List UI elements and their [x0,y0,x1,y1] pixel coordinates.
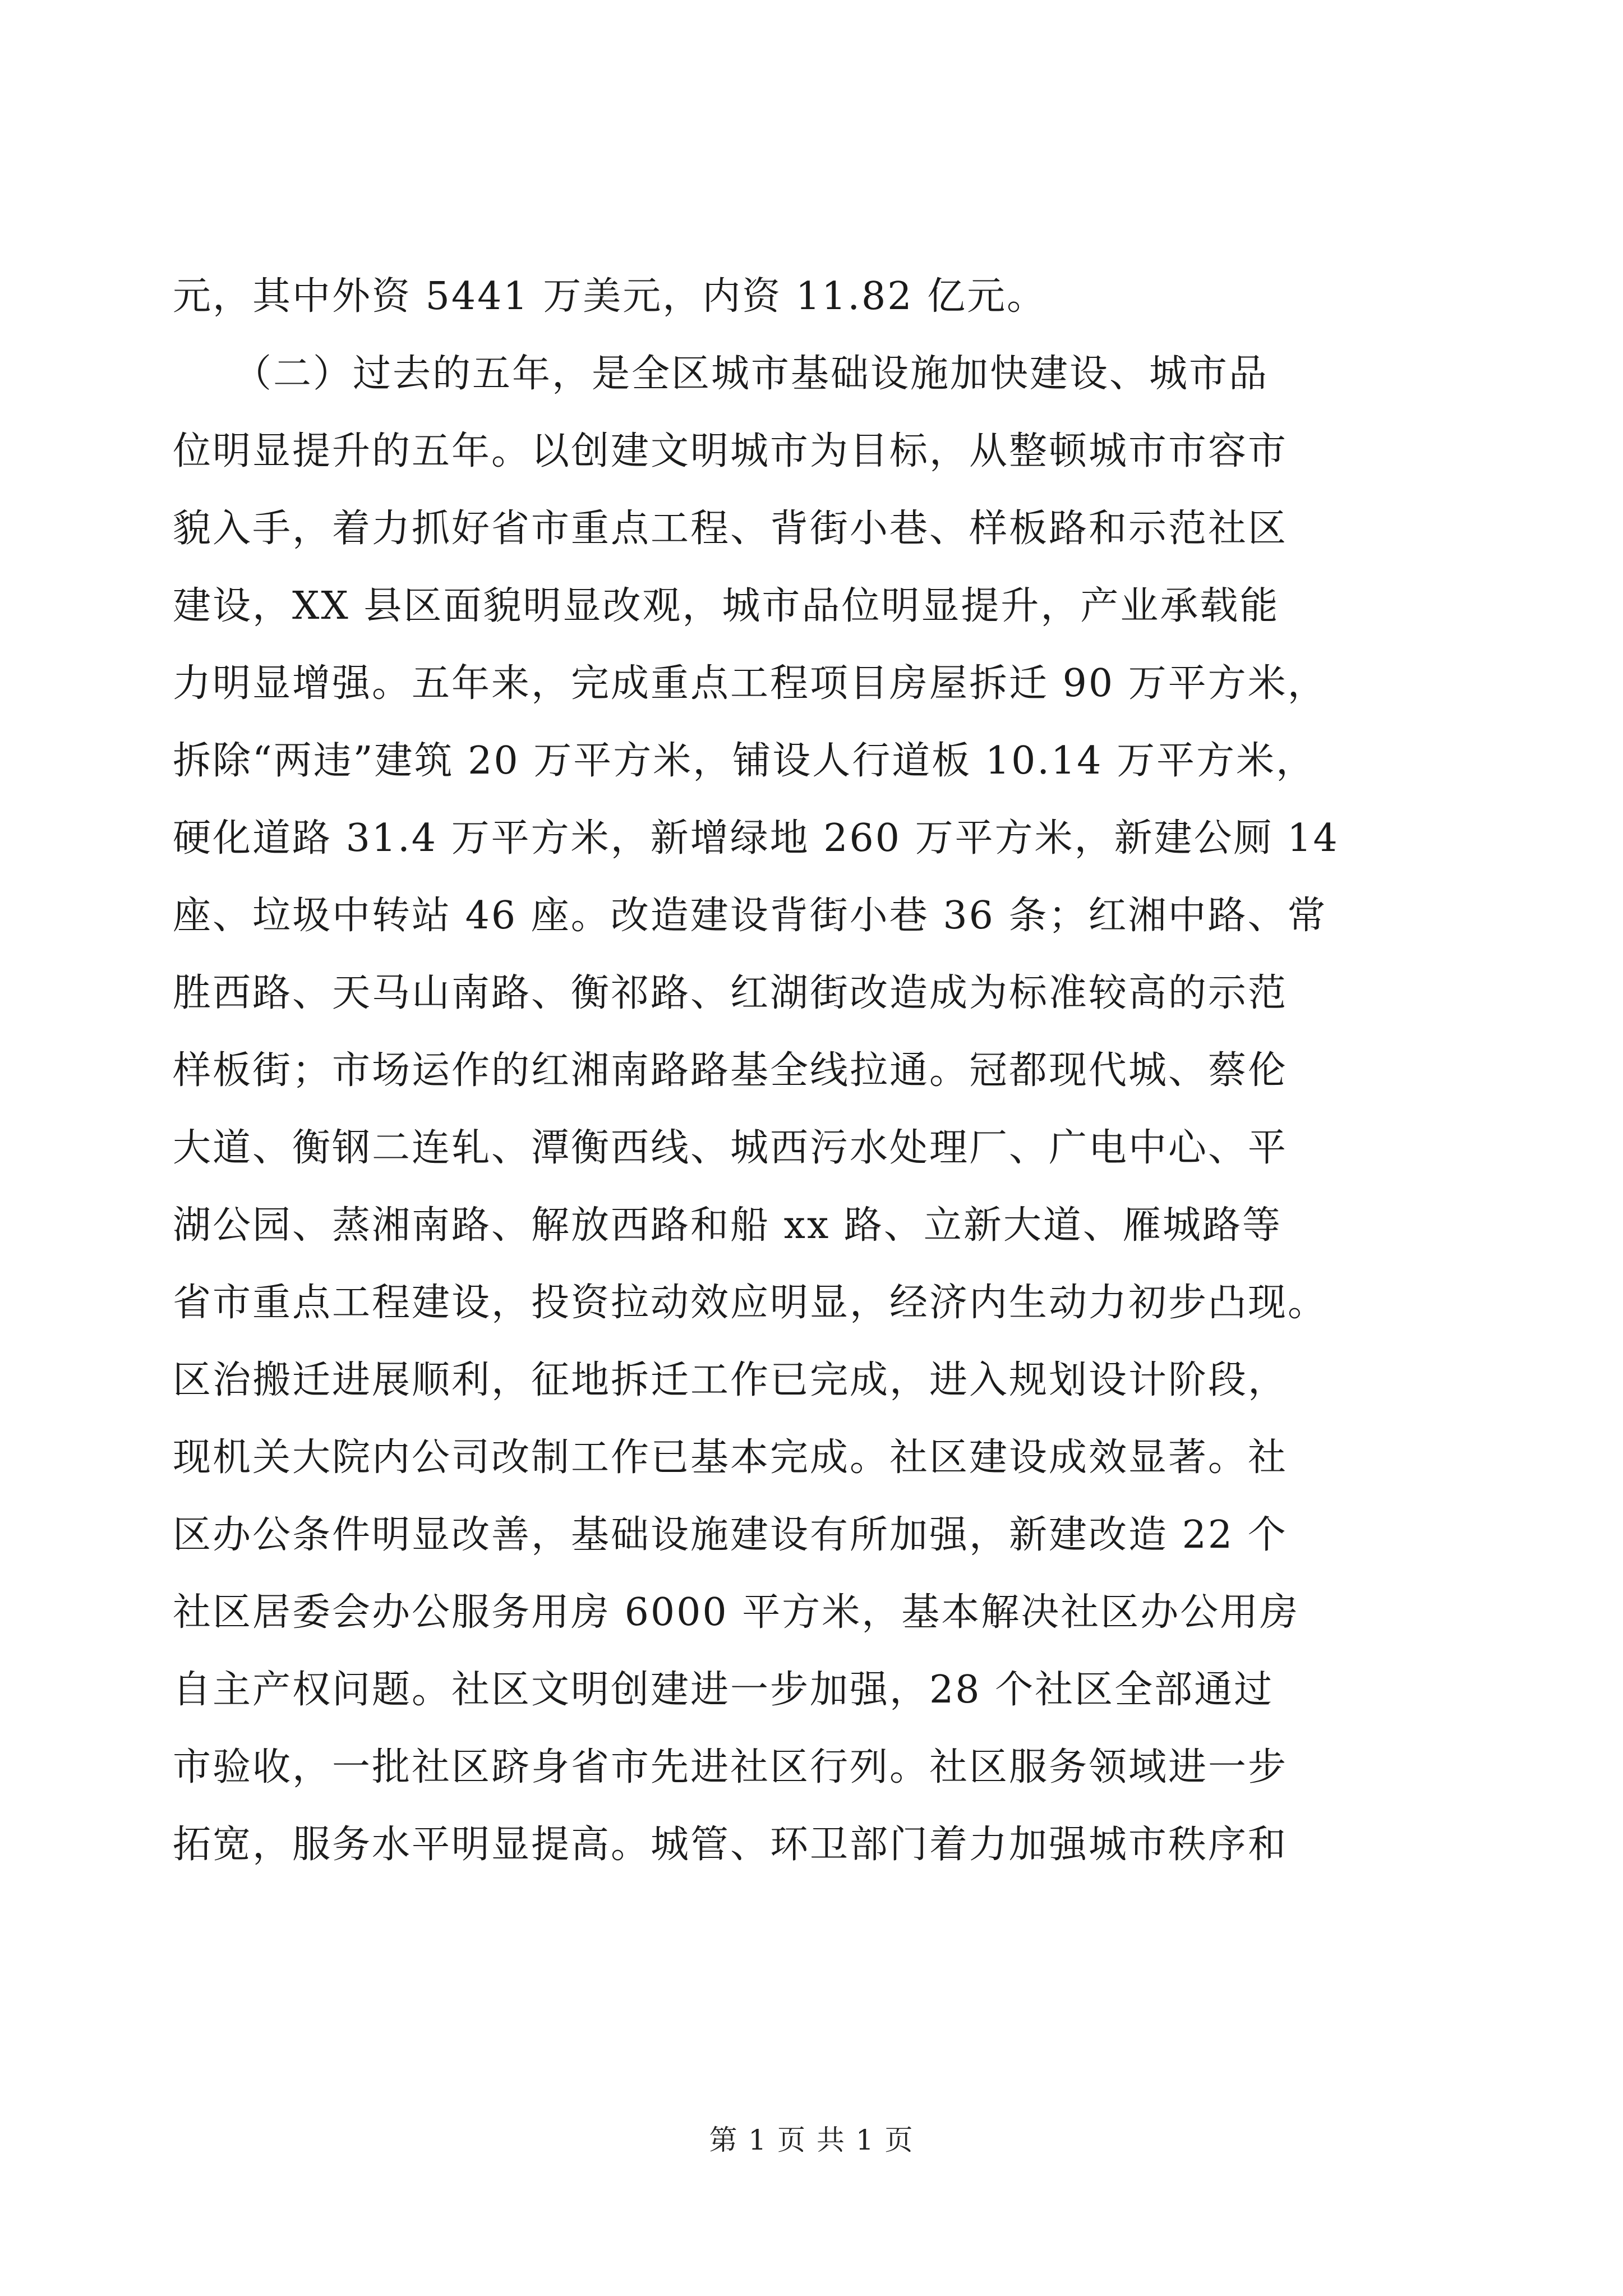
text-line: 位明显提升的五年。以创建文明城市为目标，从整顿城市市容市 [173,429,1288,473]
text-line: 现机关大院内公司改制工作已基本完成。社区建设成效显著。社 [173,1435,1288,1480]
text-line: 硬化道路 31.4 万平方米，新增绿地 260 万平方米，新建公厕 14 [173,816,1339,861]
text-line: （二）过去的五年，是全区城市基础设施加快建设、城市品 [173,352,1269,396]
text-line: 省市重点工程建设，投资拉动效应明显，经济内生动力初步凸现。 [173,1281,1328,1325]
text-line: 力明显增强。五年来，完成重点工程项目房屋拆迁 90 万平方米， [173,661,1327,706]
text-line: 貌入手，着力抓好省市重点工程、背街小巷、样板路和示范社区 [173,507,1288,551]
text-line: 拓宽，服务水平明显提高。城管、环卫部门着力加强城市秩序和 [173,1823,1288,1867]
text-line: 元，其中外资 5441 万美元，内资 11.82 亿元。 [173,274,1047,319]
text-line: 区办公条件明显改善，基础设施建设有所加强，新建改造 22 个 [173,1513,1288,1557]
text-line: 自主产权问题。社区文明创建进一步加强，28 个社区全部通过 [173,1668,1274,1712]
page-footer [0,2118,1623,2158]
text-line: 社区居委会办公服务用房 6000 平方米，基本解决社区办公用房 [173,1590,1300,1635]
text-line: 座、垃圾中转站 46 座。改造建设背街小巷 36 条；红湘中路、常 [173,894,1327,938]
text-line: 样板街；市场运作的红湘南路路基全线拉通。冠都现代城、蔡伦 [173,1048,1288,1093]
page-number-label: 第 1 页 共 1 页 [709,2124,914,2156]
text-line: 市验收，一批社区跻身省市先进社区行列。社区服务领域进一步 [173,1745,1288,1789]
text-line: 大道、衡钢二连轧、潭衡西线、城西污水处理厂、广电中心、平 [173,1126,1288,1170]
text-line: 拆除“两违”建筑 20 万平方米，铺设人行道板 10.14 万平方米， [173,739,1316,783]
text-line: 湖公园、蒸湘南路、解放西路和船 xx 路、立新大道、雁城路等 [173,1203,1282,1248]
text-line: 建设，XX 县区面貌明显改观，城市品位明显提升，产业承载能 [173,584,1280,628]
text-line: 胜西路、天马山南路、衡祁路、红湖街改造成为标准较高的示范 [173,971,1288,1015]
text-line: 区治搬迁进展顺利，征地拆迁工作已完成，进入规划设计阶段， [173,1358,1288,1402]
body-text [173,258,1463,1884]
